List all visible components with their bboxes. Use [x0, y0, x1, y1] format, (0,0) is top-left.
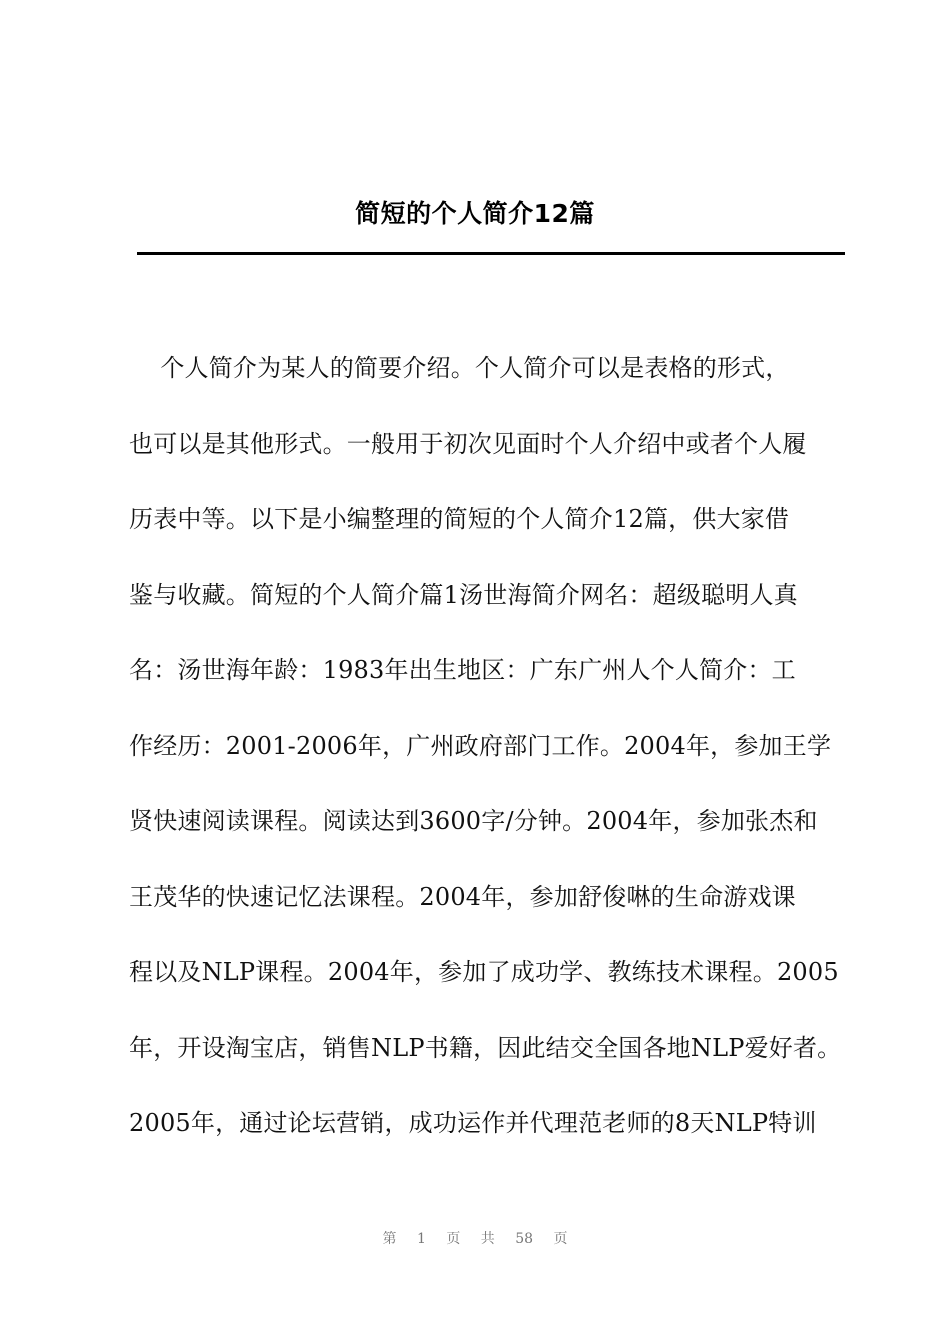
body-line: 王茂华的快速记忆法课程。2004年，参加舒俊啉的生命游戏课	[129, 882, 796, 911]
body-line: 名：汤世海年龄：1983年出生地区：广东广州人个人简介：工	[129, 656, 796, 684]
body-line: 鉴与收藏。简短的个人简介篇1汤世海简介网名：超级聪明人真	[129, 580, 798, 609]
body-line: 个人简介为某人的简要介绍。个人简介可以是表格的形式，	[129, 354, 790, 382]
footer-label-page: 第	[382, 1231, 397, 1247]
body-line: 2005年，通过论坛营销，成功运作并代理范老师的8天NLP特训	[129, 1109, 817, 1137]
footer-current-page: 1	[416, 1231, 426, 1247]
body-line: 程以及NLP课程。2004年，参加了成功学、教练技术课程。2005	[129, 958, 839, 986]
footer-total-pages: 58	[515, 1231, 534, 1247]
footer-label-page-unit: 页	[446, 1231, 461, 1247]
body-line: 贤快速阅读课程。阅读达到3600字/分钟。2004年，参加张杰和	[129, 807, 818, 835]
page-number-footer	[0, 1228, 950, 1250]
body-line: 也可以是其他形式。一般用于初次见面时个人介绍中或者个人履	[129, 429, 807, 458]
body-line: 年，开设淘宝店，销售NLP书籍，因此结交全国各地NLP爱好者。	[129, 1033, 842, 1062]
body-line: 历表中等。以下是小编整理的简短的个人简介12篇，供大家借	[129, 505, 790, 533]
body-line: 作经历：2001-2006年，广州政府部门工作。2004年，参加王学	[129, 731, 832, 760]
title-underline-rule	[137, 252, 845, 255]
footer-label-total-unit: 页	[553, 1231, 568, 1247]
document-title: 简短的个人简介12篇	[355, 199, 595, 228]
document-body	[129, 345, 859, 1176]
footer-label-total: 共	[480, 1231, 495, 1247]
